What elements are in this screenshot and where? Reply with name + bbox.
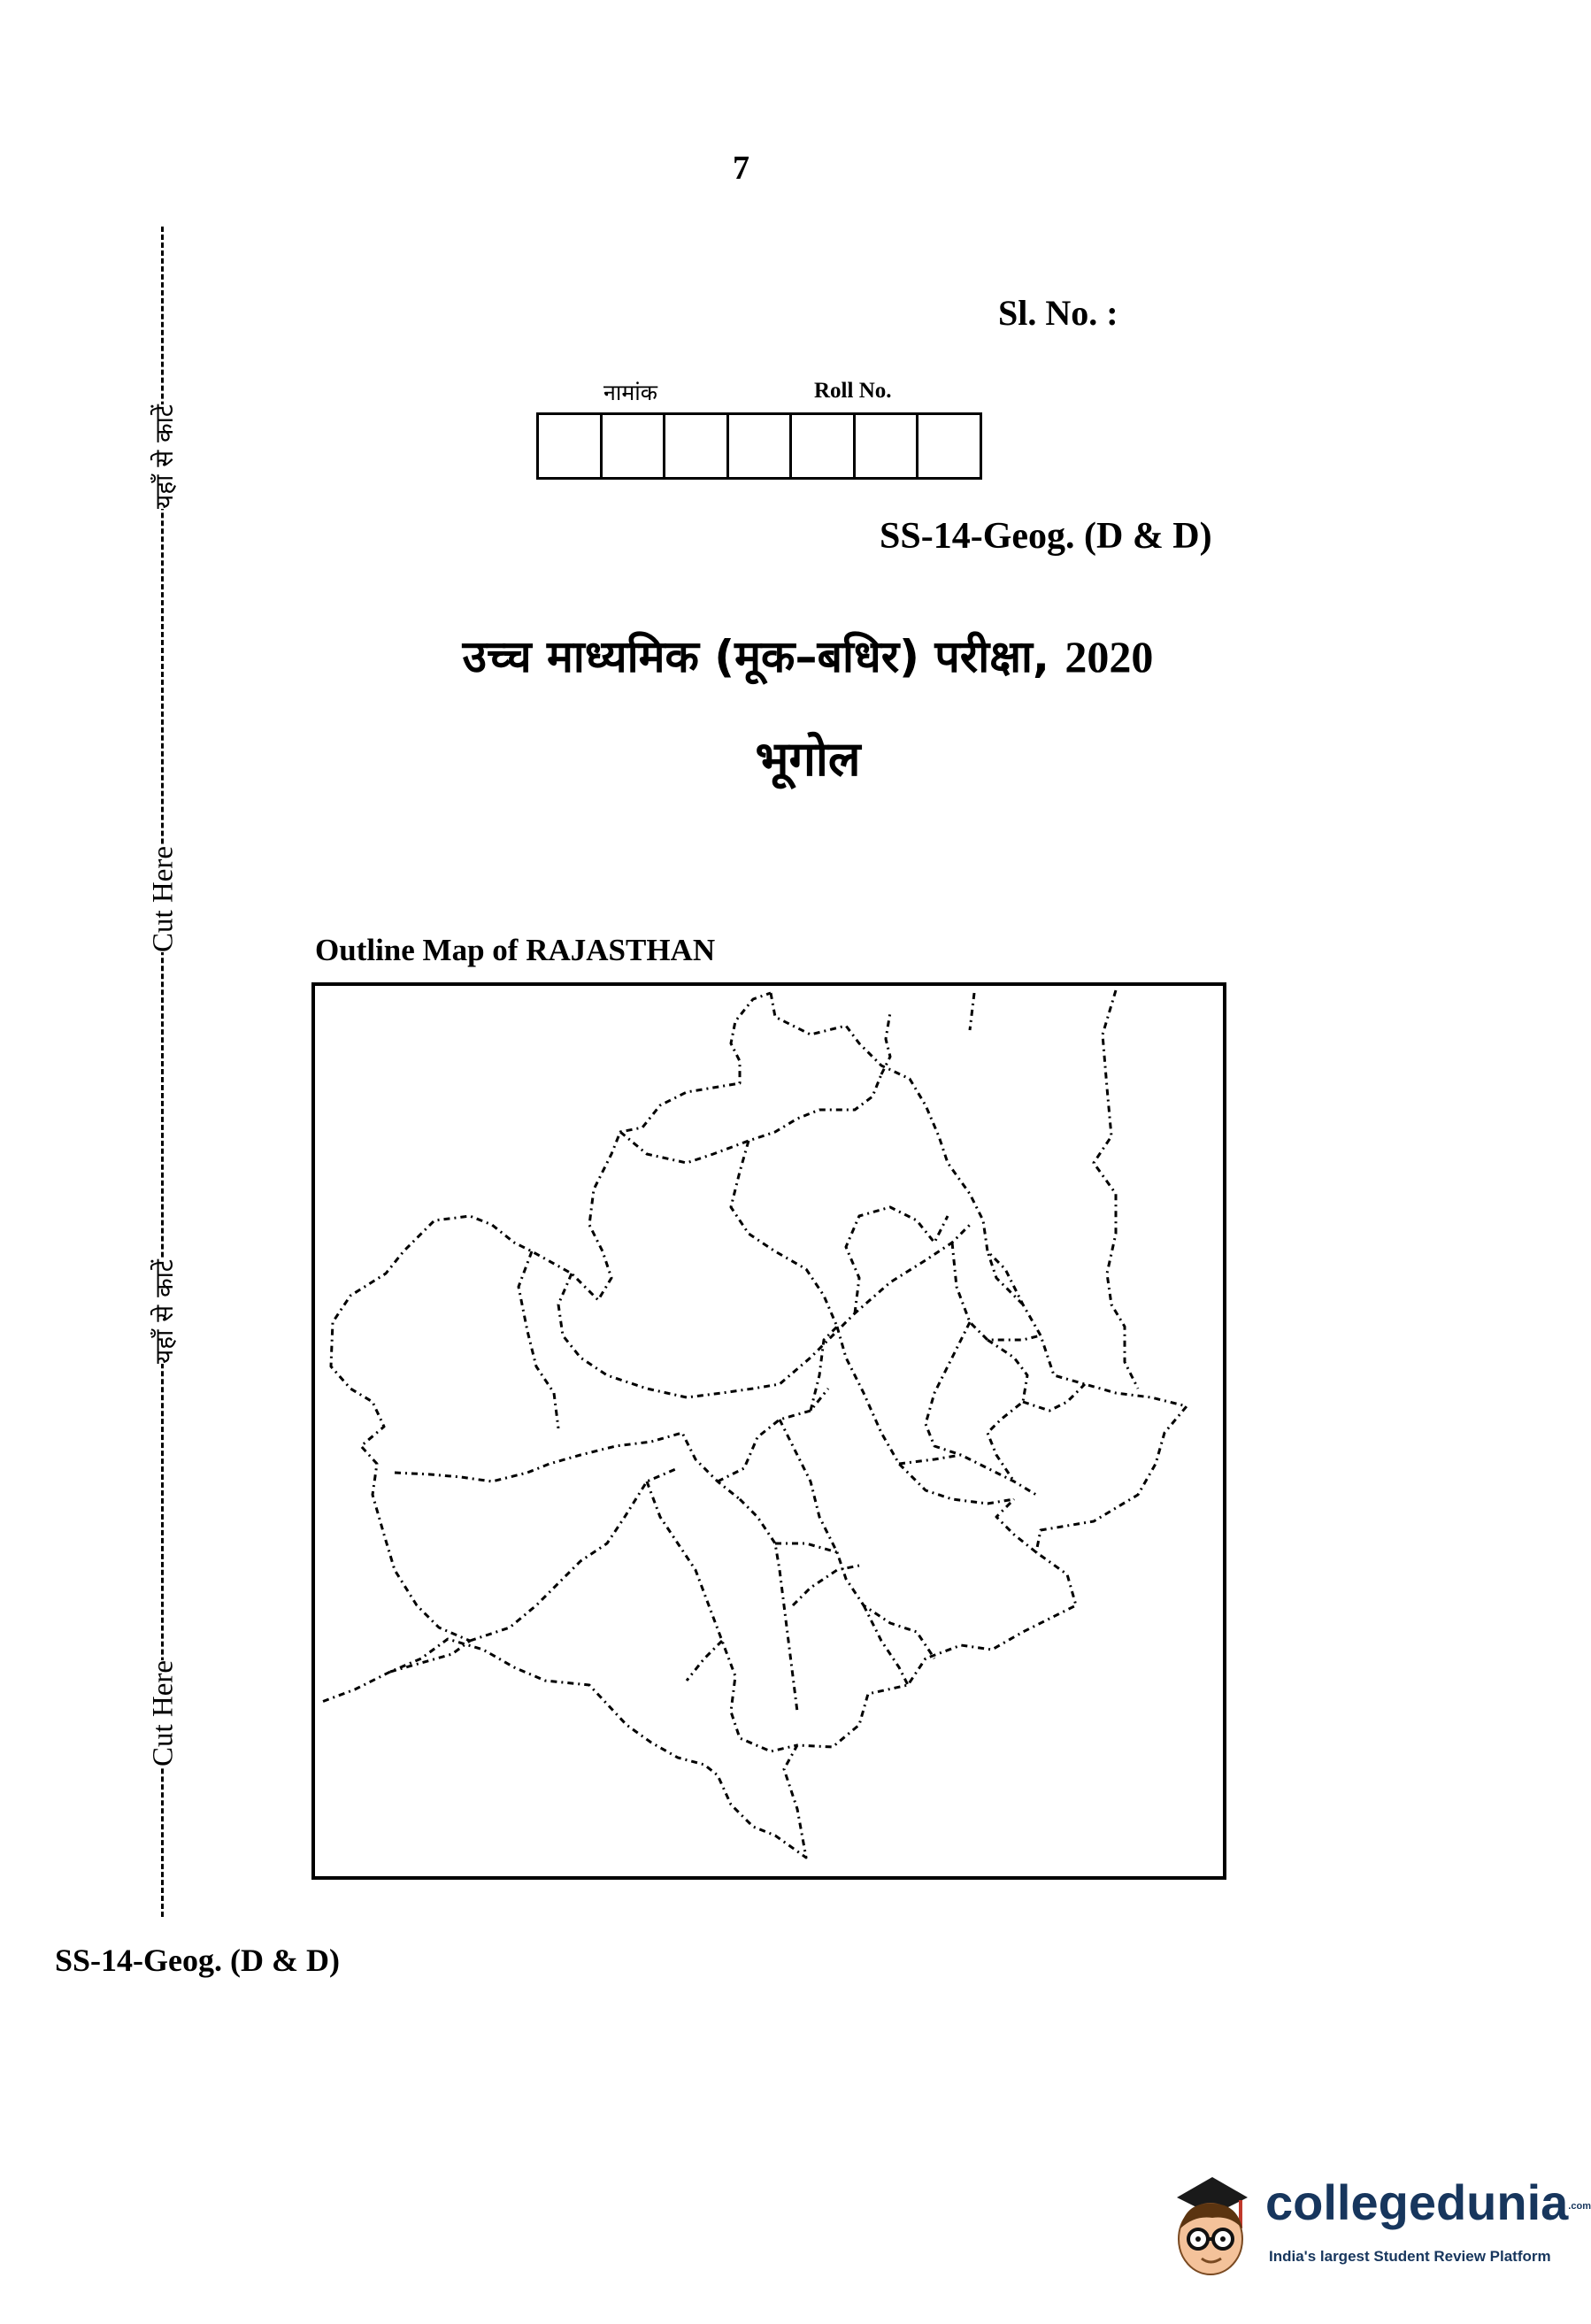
roll-digit-box[interactable]: [792, 415, 856, 477]
cut-label-hindi: यहाँ से काटें: [142, 1259, 186, 1364]
district-line: [687, 1641, 722, 1681]
roll-digit-box[interactable]: [603, 415, 666, 477]
east-border-north: [970, 993, 974, 1030]
roll-number-boxes[interactable]: [536, 412, 982, 480]
district-line: [780, 1420, 934, 1658]
district-line: [793, 1566, 859, 1605]
state-boundary-west: [331, 993, 771, 1672]
roll-digit-box[interactable]: [539, 415, 603, 477]
district-line: [846, 1207, 948, 1313]
mascot-icon: [1159, 2166, 1257, 2282]
brand-tagline: India's largest Student Review Platform: [1269, 2248, 1551, 2265]
footer-paper-code: SS-14-Geog. (D & D): [55, 1943, 340, 1978]
page-number: 7: [733, 150, 749, 187]
cut-label-english: Cut Here: [142, 1660, 186, 1766]
district-line: [837, 1327, 1014, 1504]
district-line: [926, 1322, 970, 1455]
collegedunia-logo: [1159, 2166, 1591, 2290]
subject-title: भूगोल: [755, 731, 861, 787]
map-frame: [311, 982, 1226, 1880]
exam-title: [0, 625, 1580, 685]
roll-label-hindi: नामांक: [603, 380, 657, 405]
district-line: [811, 1327, 837, 1411]
east-border: [1094, 990, 1138, 1389]
brand-name: [1265, 2174, 1591, 2231]
roll-digit-box[interactable]: [729, 415, 793, 477]
district-line: [988, 1340, 1027, 1481]
serial-number-label: Sl. No. :: [998, 293, 1118, 333]
roll-digit-box[interactable]: [856, 415, 919, 477]
district-line: [558, 1225, 970, 1397]
exam-year: 2020: [1065, 632, 1154, 681]
district-line: [864, 1605, 908, 1685]
district-line: [519, 1251, 558, 1428]
district-line: [996, 1499, 1036, 1552]
roll-digit-box[interactable]: [918, 415, 980, 477]
paper-code: SS-14-Geog. (D & D): [880, 516, 1212, 557]
roll-digit-box[interactable]: [665, 415, 729, 477]
roll-label-english: Roll No.: [814, 379, 892, 403]
district-line: [775, 1543, 837, 1552]
cut-here-line: [147, 227, 180, 1917]
district-line: [647, 1481, 797, 1751]
cut-label-hindi: यहाँ से काटें: [142, 404, 186, 509]
map-title: Outline Map of RAJASTHAN: [315, 933, 716, 967]
district-line: [470, 1468, 678, 1641]
rajasthan-outline-map: [315, 986, 1223, 1876]
district-line: [952, 1243, 1041, 1340]
brand-name-text: collegedunia: [1265, 2174, 1569, 2230]
cut-label-english: Cut Here: [142, 846, 186, 952]
state-boundary: [319, 993, 1187, 1858]
district-line: [899, 1455, 1036, 1495]
district-line: [718, 1389, 828, 1481]
district-line: [731, 1141, 837, 1327]
district-line: [620, 1074, 881, 1163]
district-line: [1023, 1384, 1085, 1411]
exam-title-hindi: उच्च माध्यमिक (मूक–बधिर) परीक्षा,: [462, 631, 1049, 682]
district-line: [395, 1433, 740, 1499]
district-line: [740, 1499, 797, 1712]
brand-suffix: .com: [1568, 2201, 1591, 2212]
